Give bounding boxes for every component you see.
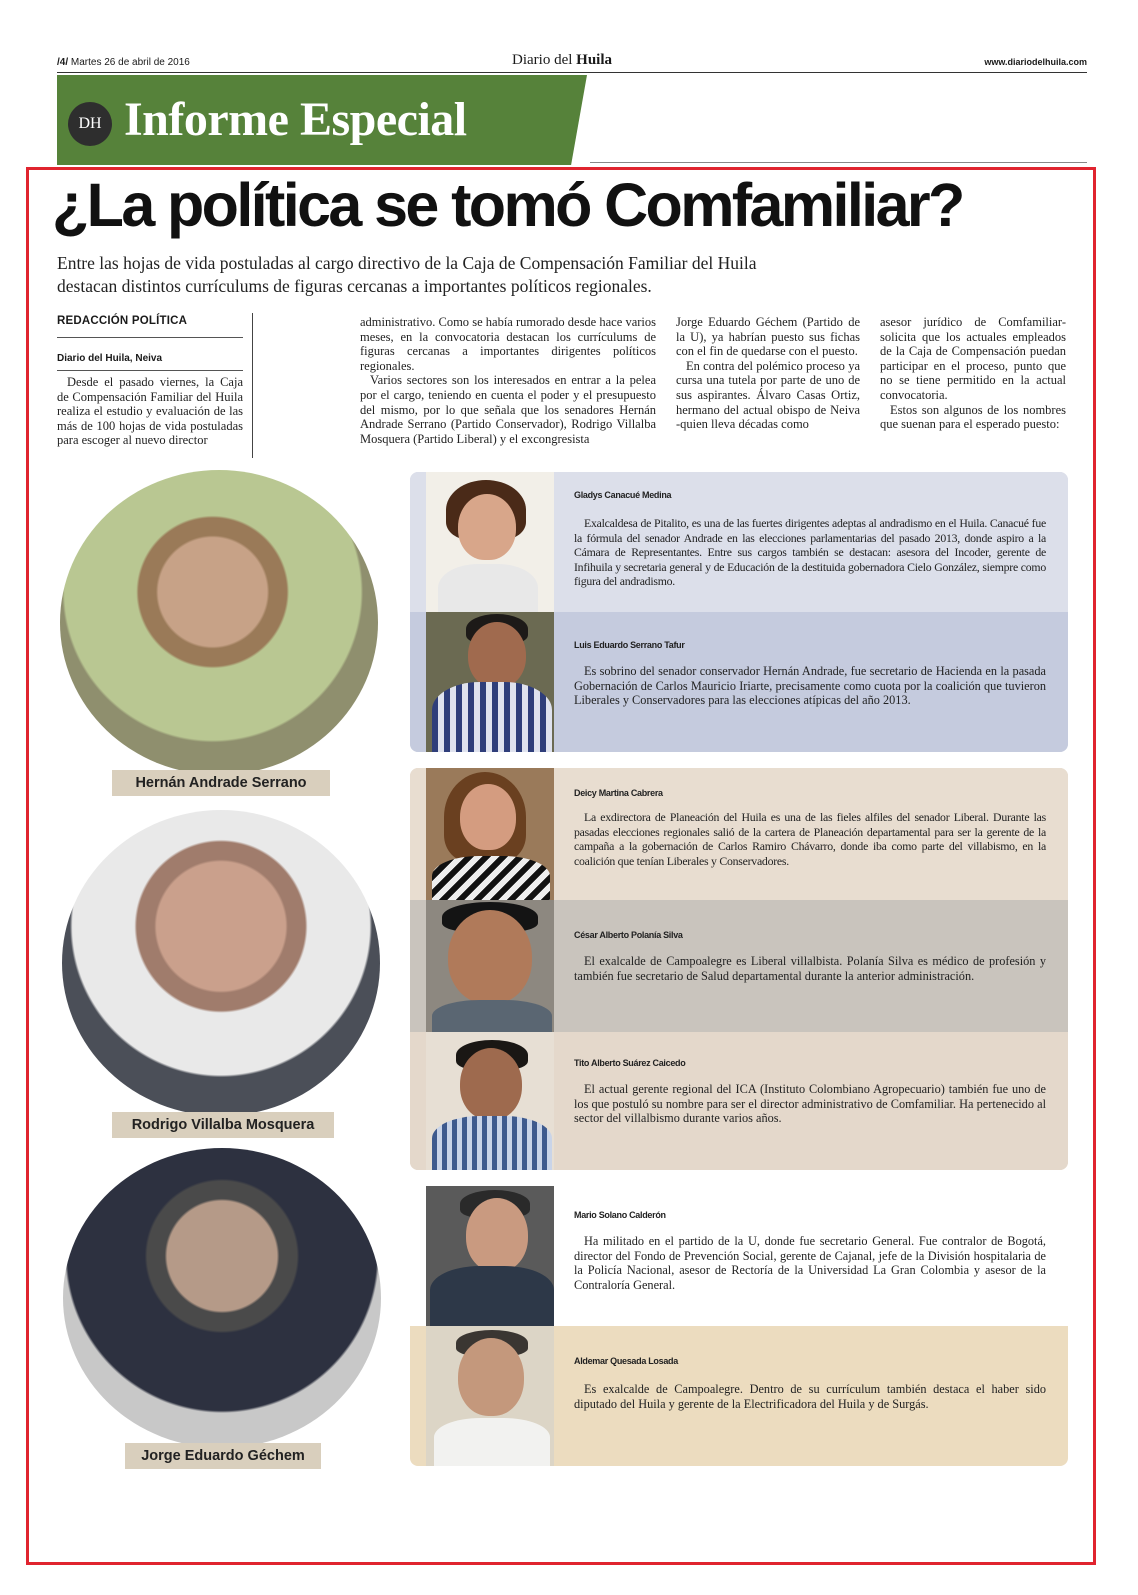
page-folio [57, 52, 1087, 73]
band-divider [590, 162, 1087, 163]
profile-name: Luis Eduardo Serrano Tafur [574, 640, 685, 650]
profile-photo [426, 1032, 554, 1170]
paragraph: Desde el pasado viernes, la Caja de Compensación Familiar del Huila realiza el estudio y evaluación de las más de 100 hojas de vida postuladas para escoger al nuevo director [57, 375, 243, 448]
paragraph: asesor jurídico de Comfamiliar- solicita que los actuales empleados de la Caja de Compensación puedan participar en el proceso, punto que no se tiene permitido en la actual convocatoria. [880, 315, 1066, 402]
profile-photo [426, 1186, 554, 1326]
page-number-date: /4/ Martes 26 de abril de 2016 [57, 57, 190, 68]
profile-photo [426, 768, 554, 900]
profile-photo [426, 472, 554, 612]
profile-panel-beige [410, 768, 1068, 1170]
masthead[interactable]: Diario del Huila [512, 52, 613, 68]
portrait-photo [60, 470, 378, 775]
profile-entry [410, 900, 1068, 1032]
profile-entry [410, 768, 1068, 900]
column-divider [252, 313, 253, 458]
section-title: Informe Especial [124, 93, 467, 146]
profile-entry [410, 1186, 1068, 1326]
profile-entry [410, 612, 1068, 752]
byline-author: REDACCIÓN POLÍTICA [57, 315, 243, 338]
profile-bio: El actual gerente regional del ICA (Instituto Colombiano Agropecuario) también fue uno de los que postuló su nombre para ser el director administrativo de Comfamiliar. Ha pertenecido al sector del villalbismo durante varios años. [574, 1082, 1046, 1125]
profile-bio: La exdirectora de Planeación del Huila es una de las fieles alfiles del senador Liberal. Durante las pasadas elecciones regionales salió de la cartera de Planeación departamental para ser la gerente de la campaña a la gobernación de Carlos Ramiro Chávarro, donde iba como parte del villabismo, en la coalición que tenían Liberales y Conservadores. [574, 810, 1046, 868]
portrait-photo [62, 810, 380, 1116]
body-column-4 [880, 315, 1066, 432]
profile-bio: Es sobrino del senador conservador Hernán Andrade, fue secretario de Hacienda en la pasada Gobernación de Carlos Mauricio Iriarte, precisamente como cuota por la coalición que tuvieron Liberales y Conservadores para las elecciones atípicas del año 2013. [574, 664, 1046, 707]
profile-bio: El exalcalde de Campoalegre es Liberal villalbista. Polanía Silva es médico de profesión y también fue secretario de Salud departamental durante la anterior administración. [574, 954, 1046, 983]
profile-photo [426, 900, 554, 1032]
portrait-caption: Hernán Andrade Serrano [112, 770, 330, 796]
dh-logo: DH [68, 102, 112, 146]
folio-divider [57, 72, 1087, 73]
profile-entry [410, 1326, 1068, 1466]
portrait-photo [63, 1148, 381, 1448]
body-column-3 [676, 315, 860, 432]
profile-photo [426, 1326, 554, 1466]
paragraph: Jorge Eduardo Géchem (Partido de la U), ya habrían puesto sus fichas con el fin de quedarse con el puesto. [676, 315, 860, 359]
paragraph: En contra del polémico proceso ya cursa una tutela por parte de uno de sus aspirantes. Álvaro Casas Ortiz, hermano del actual obispo de Neiva -quien lleva décadas como [676, 358, 860, 432]
profile-name: Aldemar Quesada Losada [574, 1356, 678, 1366]
byline [57, 315, 243, 371]
profile-bio: Exalcaldesa de Pitalito, es una de las fuertes dirigentes adeptas al andradismo en el Huila. Canacué fue la fórmula del senador Andrade en las elecciones parlamentarias del pasado 2013, donde aspiro a la Cámara de Representantes. Entre sus cargos también se destacan: asesora del Incoder, gerente de Infihuila y secretaria general y de Educación de la destituida gobernadora Cielo González, siempre como figura del andradismo. [574, 516, 1046, 588]
portrait-caption: Jorge Eduardo Géchem [125, 1443, 321, 1469]
profile-bio: Ha militado en el partido de la U, donde fue secretario General. Fue contralor de Bogotá, director del Fondo de Prevención Social, gerente de Cajanal, jefe de la División hospitalaria de la Policía Nacional, asesor de Rectoría de la Universidad La Gran Colombia y asesor de la Contraloría General. [574, 1234, 1046, 1292]
profile-name: Gladys Canacué Medina [574, 490, 672, 500]
headline: ¿La política se tomó Comfamiliar? [52, 171, 963, 239]
profile-name: César Alberto Polanía Silva [574, 930, 683, 940]
paragraph: Estos son algunos de los nombres que suenan para el esperado puesto: [880, 402, 1066, 432]
byline-location: Diario del Huila, Neiva [57, 338, 243, 371]
profile-name: Mario Solano Calderón [574, 1210, 666, 1220]
profile-bio: Es exalcalde de Campoalegre. Dentro de su currículum también destaca el haber sido diputado del Huila y gerente de la Electrificadora del Huila y de Surgás. [574, 1382, 1046, 1411]
profile-name: Tito Alberto Suárez Caicedo [574, 1058, 686, 1068]
body-column-1 [57, 375, 243, 448]
profile-name: Deicy Martina Cabrera [574, 788, 663, 798]
profile-photo [426, 612, 554, 752]
profile-panel-white [410, 1186, 1068, 1466]
profile-entry [410, 1032, 1068, 1170]
site-url-link[interactable]: www.diariodelhuila.com [984, 57, 1087, 67]
profile-panel-blue [410, 472, 1068, 752]
profile-entry [410, 472, 1068, 612]
lead-paragraph: Entre las hojas de vida postuladas al cargo directivo de la Caja de Compensación Familiar del Huila destacan distintos currículums de figuras cercanas a importantes políticos regionales. [57, 253, 757, 296]
paragraph: administrativo. Como se había rumorado desde hace varios meses, en la convocatoria destacan los currículums de figuras cercanas a importantes dirigentes políticos regionales. [360, 315, 656, 373]
portrait-caption: Rodrigo Villalba Mosquera [112, 1112, 334, 1138]
body-column-2 [360, 315, 656, 446]
paragraph: Varios sectores son los interesados en entrar a la pelea por el cargo, teniendo en cuenta el poder y el presupuesto del mismo, por lo que señala que los senadores Hernán Andrade Serrano (Partido Conservador), Rodrigo Villalba Mosquera (Partido Liberal) y el excongresista [360, 373, 656, 446]
